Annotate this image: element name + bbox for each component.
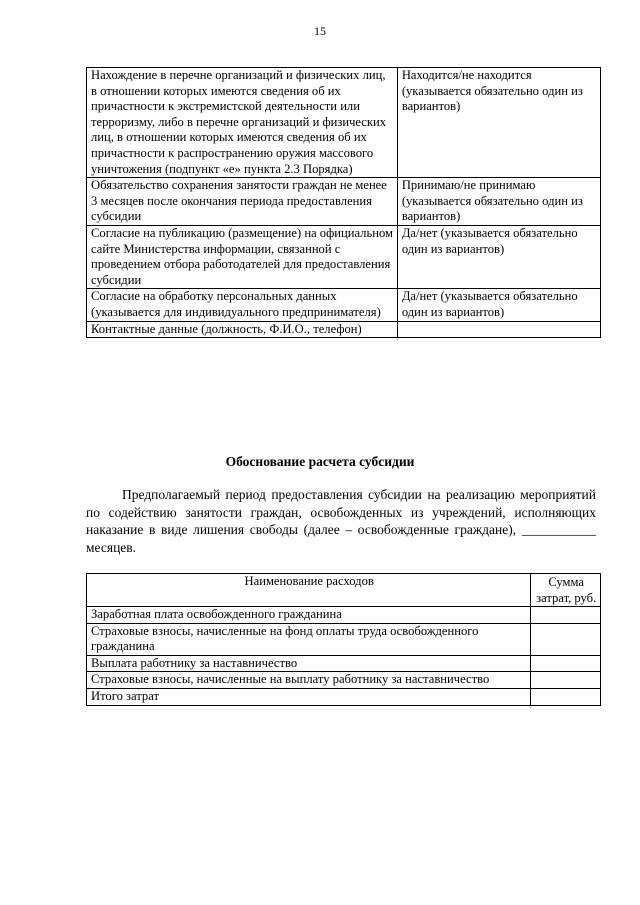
table-row (87, 672, 601, 689)
expense-sum (531, 607, 601, 624)
paragraph-text: Предполагаемый период предоставления субсидии на реализацию мероприятий по содействию занятости граждан, освобожденных из учреждений, исполняющих наказание в виде лишения свободы (далее – освобожденные граждане), ___________ месяцев. (86, 487, 596, 555)
requirement-value: Да/нет (указывается обязательно один из вариантов) (397, 289, 600, 321)
table-row (87, 289, 601, 321)
cost-table (86, 573, 601, 706)
requirement-name: Контактные данные (должность, Ф.И.О., телефон) (87, 321, 398, 338)
expense-sum (531, 672, 601, 689)
expense-sum (531, 688, 601, 705)
expense-name: Страховые взносы, начисленные на выплату работнику за наставничество (87, 672, 531, 689)
requirement-value: Находится/не находится (указывается обязательно один из вариантов) (397, 68, 600, 178)
table-row (87, 225, 601, 288)
section-title: Обоснование расчета субсидии (225, 454, 415, 469)
table-row (87, 623, 601, 655)
requirement-name: Обязательство сохранения занятости граждан не менее 3 месяцев после окончания периода предоставления субсидии (87, 178, 398, 226)
table-row (87, 688, 601, 705)
table-header-row (87, 574, 601, 607)
expense-name: Итого затрат (87, 688, 531, 705)
header-expense-name: Наименование расходов (87, 574, 531, 607)
table-row (87, 321, 601, 338)
requirement-value: Да/нет (указывается обязательно один из вариантов) (397, 225, 600, 288)
table-row (87, 655, 601, 672)
expense-name: Заработная плата освобожденного гражданина (87, 607, 531, 624)
subsidy-period-paragraph (86, 486, 596, 556)
expense-sum (531, 655, 601, 672)
requirements-table (86, 67, 601, 338)
expense-sum (531, 623, 601, 655)
requirement-value: Принимаю/не принимаю (указывается обязательно один из вариантов) (397, 178, 600, 226)
header-sum: Сумма затрат, руб. (531, 574, 601, 607)
requirement-value (397, 321, 600, 338)
expense-name: Выплата работнику за наставничество (87, 655, 531, 672)
requirement-name: Согласие на публикацию (размещение) на официальном сайте Министерства информации, связанной с проведением отбора работодателей для предоставления субсидии (87, 225, 398, 288)
expense-name: Страховые взносы, начисленные на фонд оплаты труда освобожденного гражданина (87, 623, 531, 655)
table-row (87, 607, 601, 624)
requirement-name: Согласие на обработку персональных данных (указывается для индивидуального предпринимателя) (87, 289, 398, 321)
page-number: 15 (314, 24, 326, 38)
table-row (87, 178, 601, 226)
requirement-name: Нахождение в перечне организаций и физических лиц, в отношении которых имеются сведения об их причастности к экстремистской деятельности или терроризму, либо в перечне организаций и физических лиц, в отношении которых имеются сведения об их причастности к распространению оружия массового уничтожения (подпункт «е» пункта 2.3 Порядка) (87, 68, 398, 178)
table-row (87, 68, 601, 178)
